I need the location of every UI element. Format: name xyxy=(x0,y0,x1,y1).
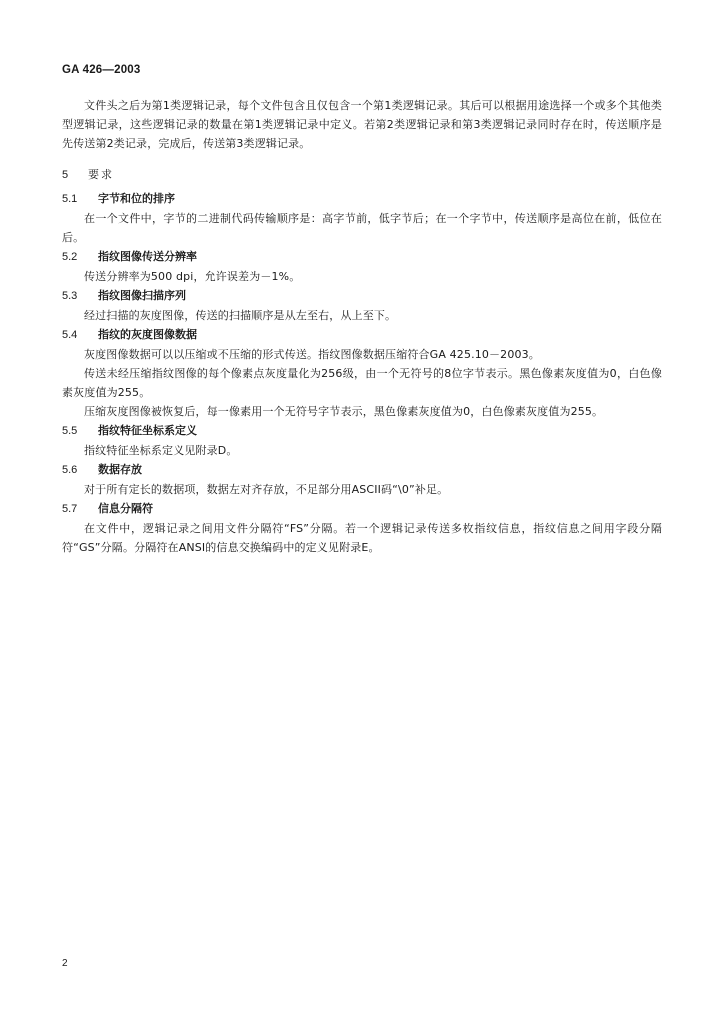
section-heading-5 xyxy=(62,165,662,185)
subsection-heading xyxy=(62,499,662,519)
subsection-heading xyxy=(62,247,662,267)
subsection-title: 信息分隔符 xyxy=(98,502,153,515)
subsection-heading xyxy=(62,189,662,209)
subsection-number: 5.5 xyxy=(62,425,78,437)
subsection-number: 5.1 xyxy=(62,193,78,205)
subsection-title: 指纹图像传送分辨率 xyxy=(98,250,197,263)
page-content xyxy=(62,96,662,557)
page-number: 2 xyxy=(62,958,68,969)
subsection-number: 5.6 xyxy=(62,464,78,476)
subsection-number: 5.3 xyxy=(62,290,78,302)
subsection-paragraph: 压缩灰度图像被恢复后，每一像素用一个无符号字节表示，黑色像素灰度值为0，白色像素灰度值为255。 xyxy=(84,405,604,418)
subsection-number: 5.2 xyxy=(62,251,78,263)
subsection-title: 字节和位的排序 xyxy=(98,192,175,205)
subsection-title: 指纹的灰度图像数据 xyxy=(98,328,197,341)
subsection-heading xyxy=(62,286,662,306)
subsection-number: 5.7 xyxy=(62,503,78,515)
section-title: 要求 xyxy=(88,168,114,181)
subsection-paragraph: 灰度图像数据可以以压缩或不压缩的形式传送。指纹图像数据压缩符合GA 425.10－2003。 xyxy=(84,348,540,361)
subsection-title: 指纹图像扫描序列 xyxy=(98,289,186,302)
intro-paragraph: 文件头之后为第1类逻辑记录，每个文件包含且仅包含一个第1类逻辑记录。其后可以根据用途选择一个或多个其他类型逻辑记录，这些逻辑记录的数量在第1类逻辑记录中定义。若第2类逻辑记录和第3类逻辑记录同时存在时，传送顺序是先传送第2类记录，完成后，传送第3类逻辑记录。 xyxy=(62,99,662,150)
subsection-title: 数据存放 xyxy=(98,463,142,476)
subsection-title: 指纹特征坐标系定义 xyxy=(98,424,197,437)
subsection-paragraph: 对于所有定长的数据项，数据左对齐存放，不足部分用ASCII码“\0”补足。 xyxy=(84,483,449,496)
subsection-paragraph: 在文件中，逻辑记录之间用文件分隔符“FS”分隔。若一个逻辑记录传送多枚指纹信息，指纹信息之间用字段分隔符“GS”分隔。分隔符在ANSI的信息交换编码中的定义见附录E。 xyxy=(62,522,662,554)
subsection-paragraph: 传送未经压缩指纹图像的每个像素点灰度量化为256级，由一个无符号的8位字节表示。黑色像素灰度值为0，白色像素灰度值为255。 xyxy=(62,367,662,399)
subsection-number: 5.4 xyxy=(62,329,78,341)
subsection-heading xyxy=(62,421,662,441)
subsection-heading xyxy=(62,325,662,345)
subsection-paragraph: 指纹特征坐标系定义见附录D。 xyxy=(84,444,238,457)
standard-code-header: GA 426—2003 xyxy=(62,64,141,76)
subsection-heading xyxy=(62,460,662,480)
subsection-paragraph: 传送分辨率为500 dpi，允许误差为－1%。 xyxy=(84,270,301,283)
subsection-paragraph: 在一个文件中，字节的二进制代码传输顺序是：高字节前，低字节后；在一个字节中，传送顺序是高位在前，低位在后。 xyxy=(62,212,662,244)
subsection-paragraph: 经过扫描的灰度图像，传送的扫描顺序是从左至右，从上至下。 xyxy=(84,309,397,322)
section-number: 5 xyxy=(62,169,69,181)
subsection-list xyxy=(62,189,662,557)
